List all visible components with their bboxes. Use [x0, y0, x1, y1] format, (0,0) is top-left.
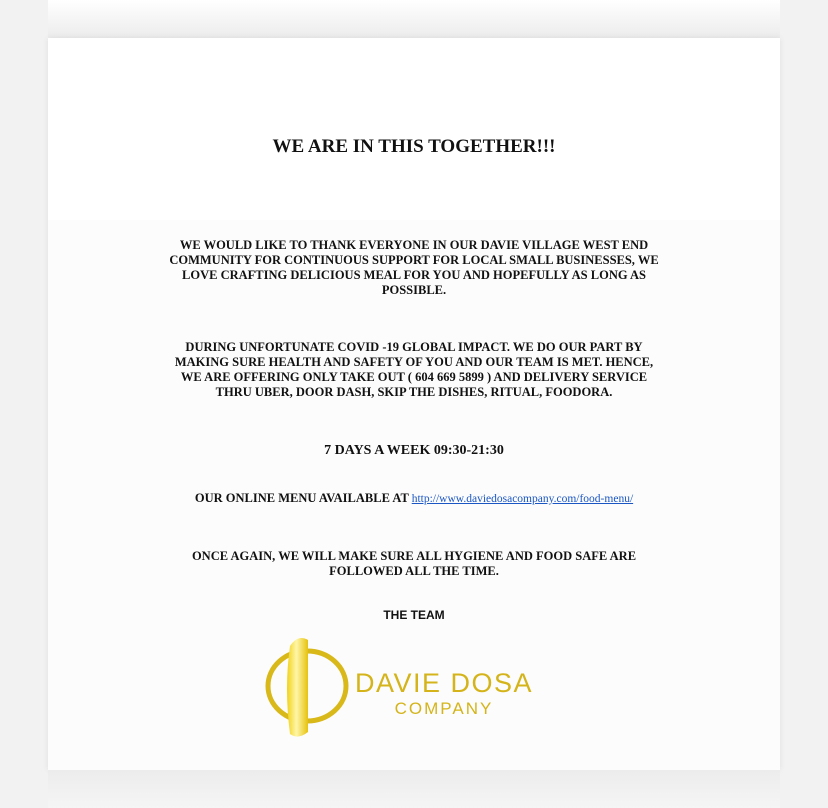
- notice-page: [48, 38, 780, 770]
- opening-hours: 7 DAYS A WEEK 09:30-21:30: [324, 443, 504, 458]
- page-top-edge: [48, 0, 780, 38]
- online-menu-label: OUR ONLINE MENU AVAILABLE AT: [194, 491, 409, 505]
- logo-line1: DAVIE DOSA: [354, 668, 534, 698]
- online-menu-line: [158, 491, 670, 507]
- page-bottom-edge: [48, 770, 780, 808]
- logo-bar-icon: [287, 638, 308, 737]
- thanks-paragraph: WE WOULD LIKE TO THANK EVERYONE IN OUR DAVIE VILLAGE WEST END COMMUNITY FOR CONTINUOUS SUPPORT FOR LOCAL SMALL BUSINESSES, WE LOVE CRAFTING DELICIOUS MEAL FOR YOU AND HOPEFULLY AS LONG AS POSSIBLE.: [169, 238, 659, 297]
- signature: THE TEAM: [383, 608, 445, 622]
- logo-line2: COMPANY: [394, 699, 494, 718]
- hygiene-paragraph: ONCE AGAIN, WE WILL MAKE SURE ALL HYGIENE AND FOOD SAFE ARE FOLLOWED ALL THE TIME.: [191, 549, 637, 578]
- davie-dosa-logo: [262, 636, 562, 740]
- covid-paragraph: DURING UNFORTUNATE COVID -19 GLOBAL IMPACT. WE DO OUR PART BY MAKING SURE HEALTH AND SAFETY OF YOU AND OUR TEAM IS MET. HENCE, WE ARE OFFERING ONLY TAKE OUT ( 604 669 5899 ) AND DELIVERY SERVICE THRU UBER, DOOR DASH, SKIP THE DISHES, RITUAL, FOODORA.: [174, 340, 654, 399]
- menu-link[interactable]: http://www.daviedosacompany.com/food-menu/: [411, 493, 634, 505]
- headline: WE ARE IN THIS TOGETHER!!!: [272, 136, 556, 157]
